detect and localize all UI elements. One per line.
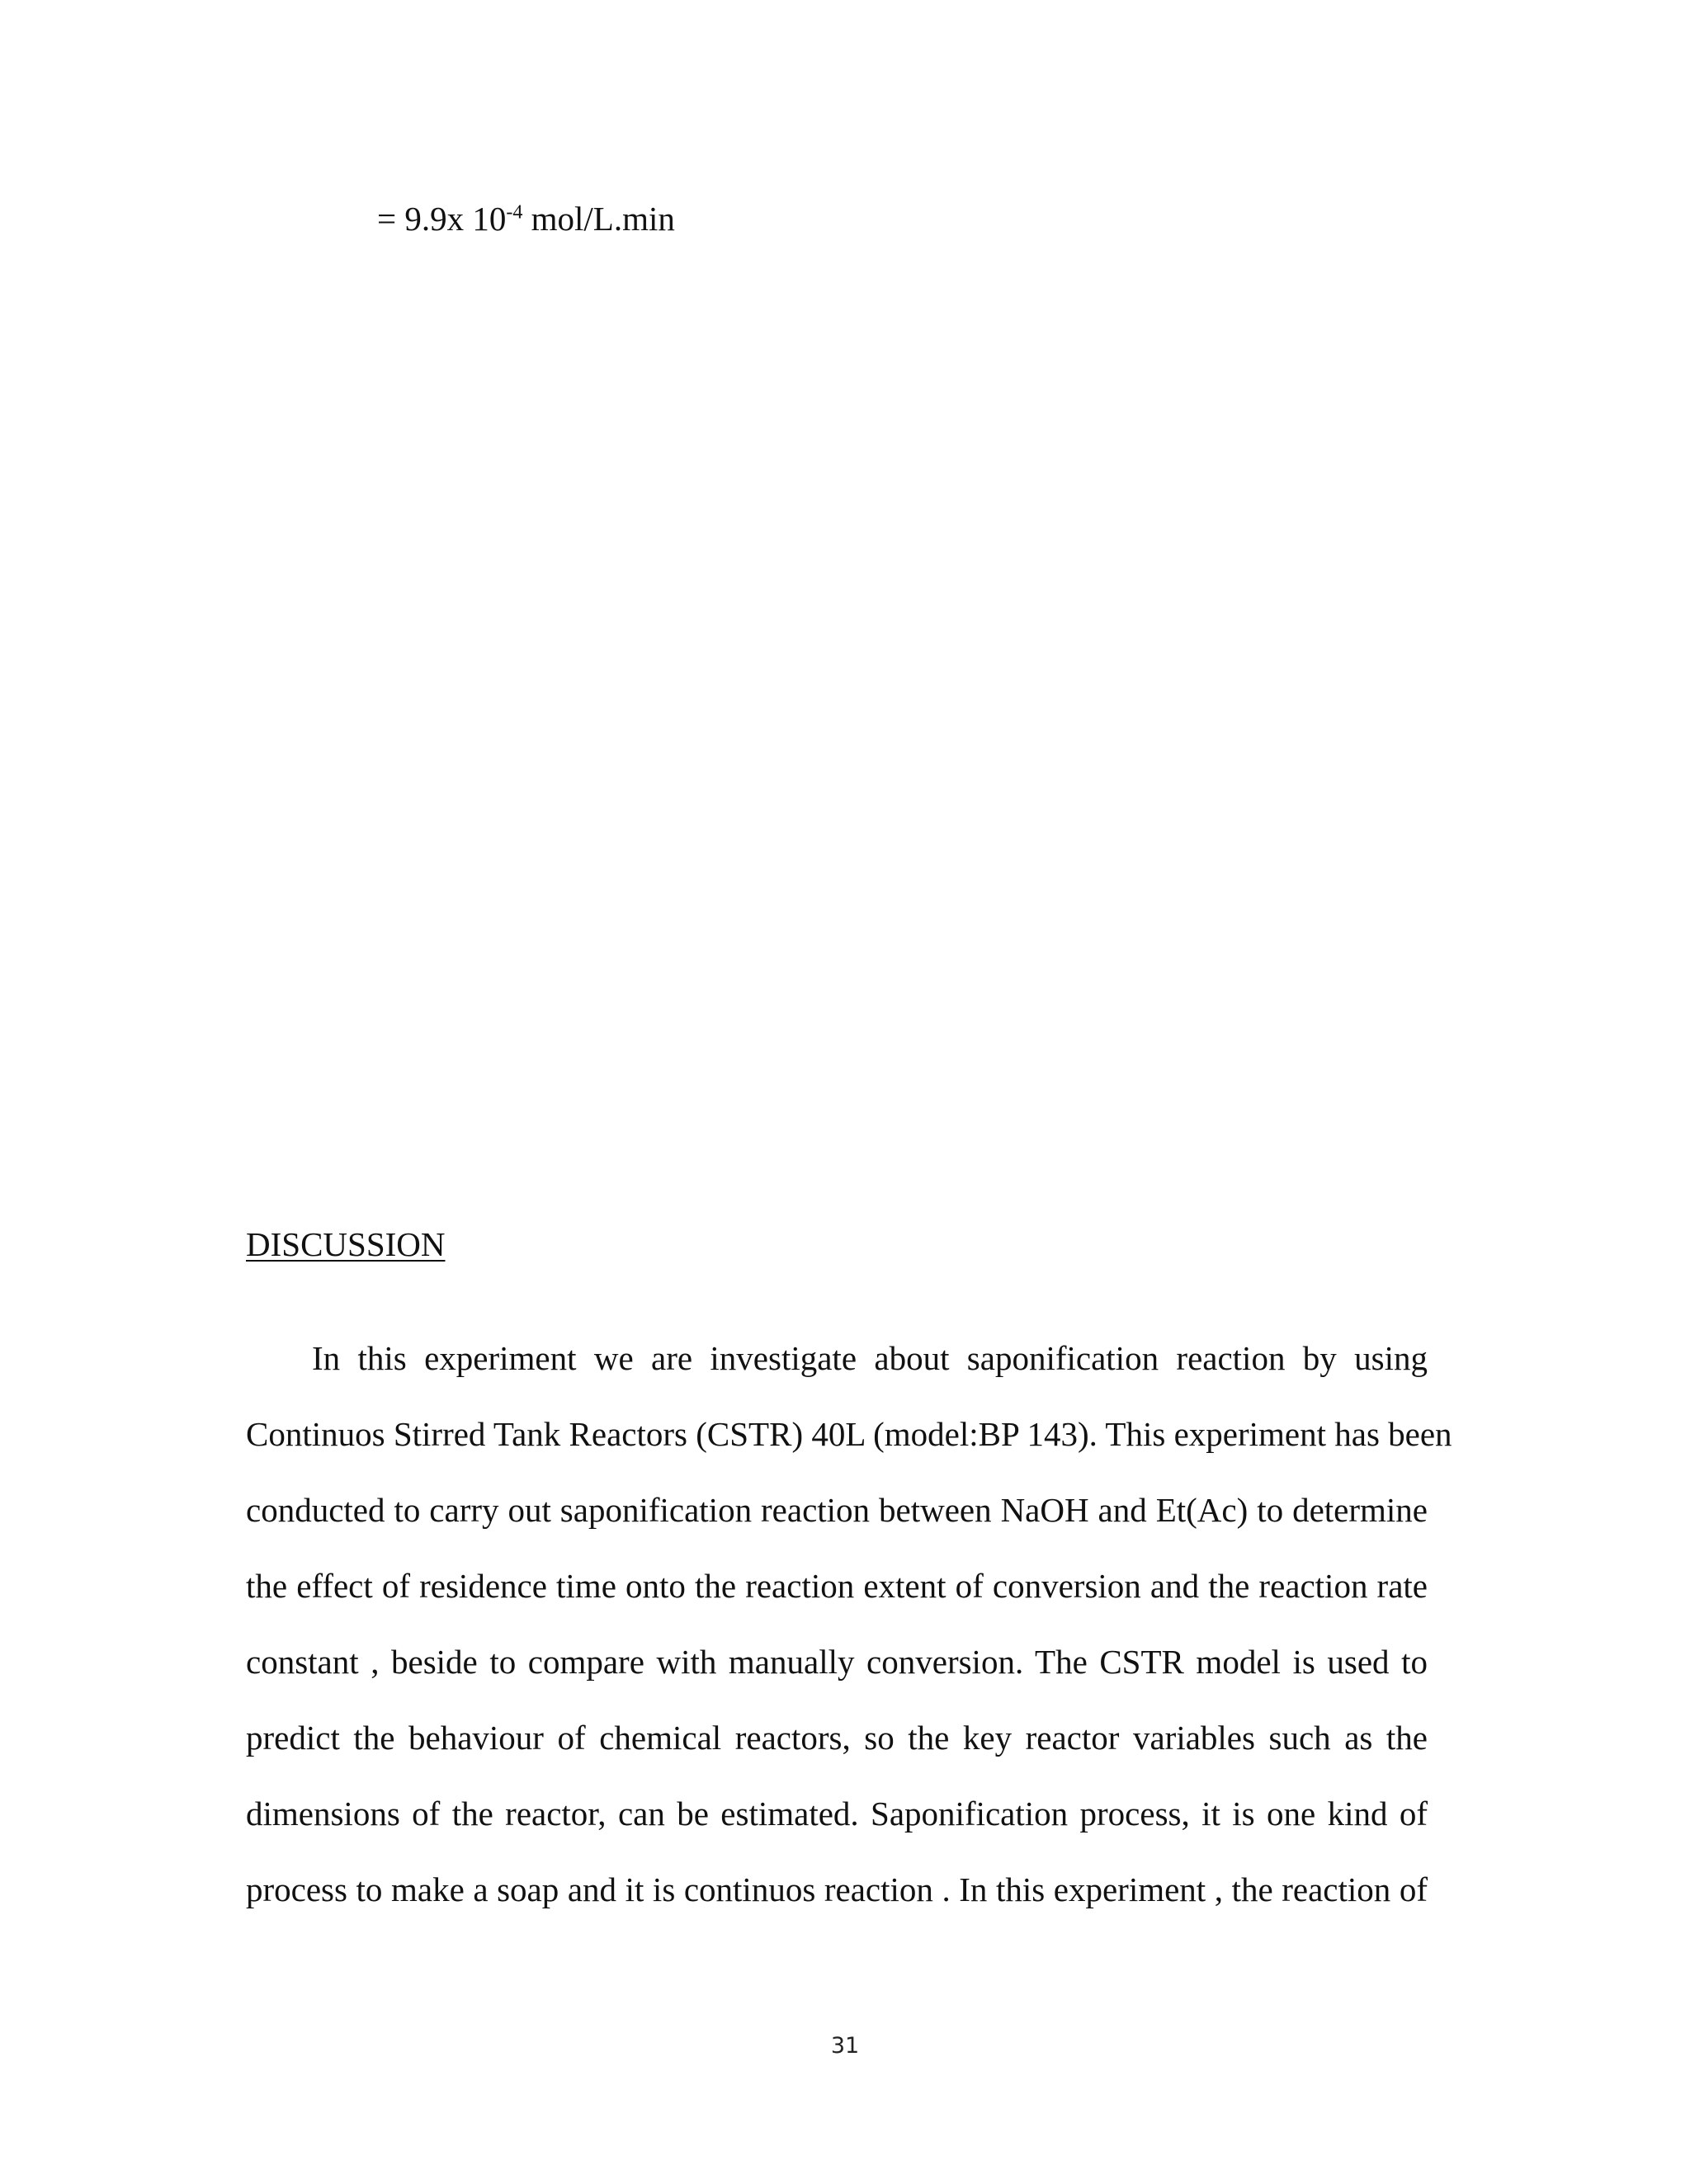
equation-exponent: -4 — [506, 201, 523, 224]
paragraph-line: dimensions of the reactor, can be estimated. Saponification process, it is one kind of — [246, 1795, 1428, 1833]
discussion-heading: DISCUSSION — [246, 1225, 446, 1263]
paragraph-line: In this experiment we are investigate about saponification reaction by using — [312, 1339, 1428, 1377]
rate-equation-result — [377, 194, 675, 243]
paragraph-line: process to make a soap and it is continuos reaction . In this experiment , the reaction of — [246, 1870, 1428, 1908]
page-number: 31 — [830, 2033, 860, 2059]
equation-unit: mol/L.min — [522, 200, 675, 238]
discussion-paragraph — [246, 1320, 1452, 1927]
paragraph-line: conducted to carry out saponification reaction between NaOH and Et(Ac) to determine — [246, 1491, 1428, 1529]
paragraph-line: predict the behaviour of chemical reactors, so the key reactor variables such as the — [246, 1719, 1428, 1757]
equation-value: = 9.9x 10 — [377, 200, 507, 238]
paragraph-line: constant , beside to compare with manually conversion. The CSTR model is used to — [246, 1643, 1428, 1681]
paragraph-line: Continuos Stirred Tank Reactors (CSTR) 40L (model:BP 143). This experiment has been — [246, 1415, 1452, 1453]
paragraph-line: the effect of residence time onto the reaction extent of conversion and the reaction rate — [246, 1567, 1428, 1605]
